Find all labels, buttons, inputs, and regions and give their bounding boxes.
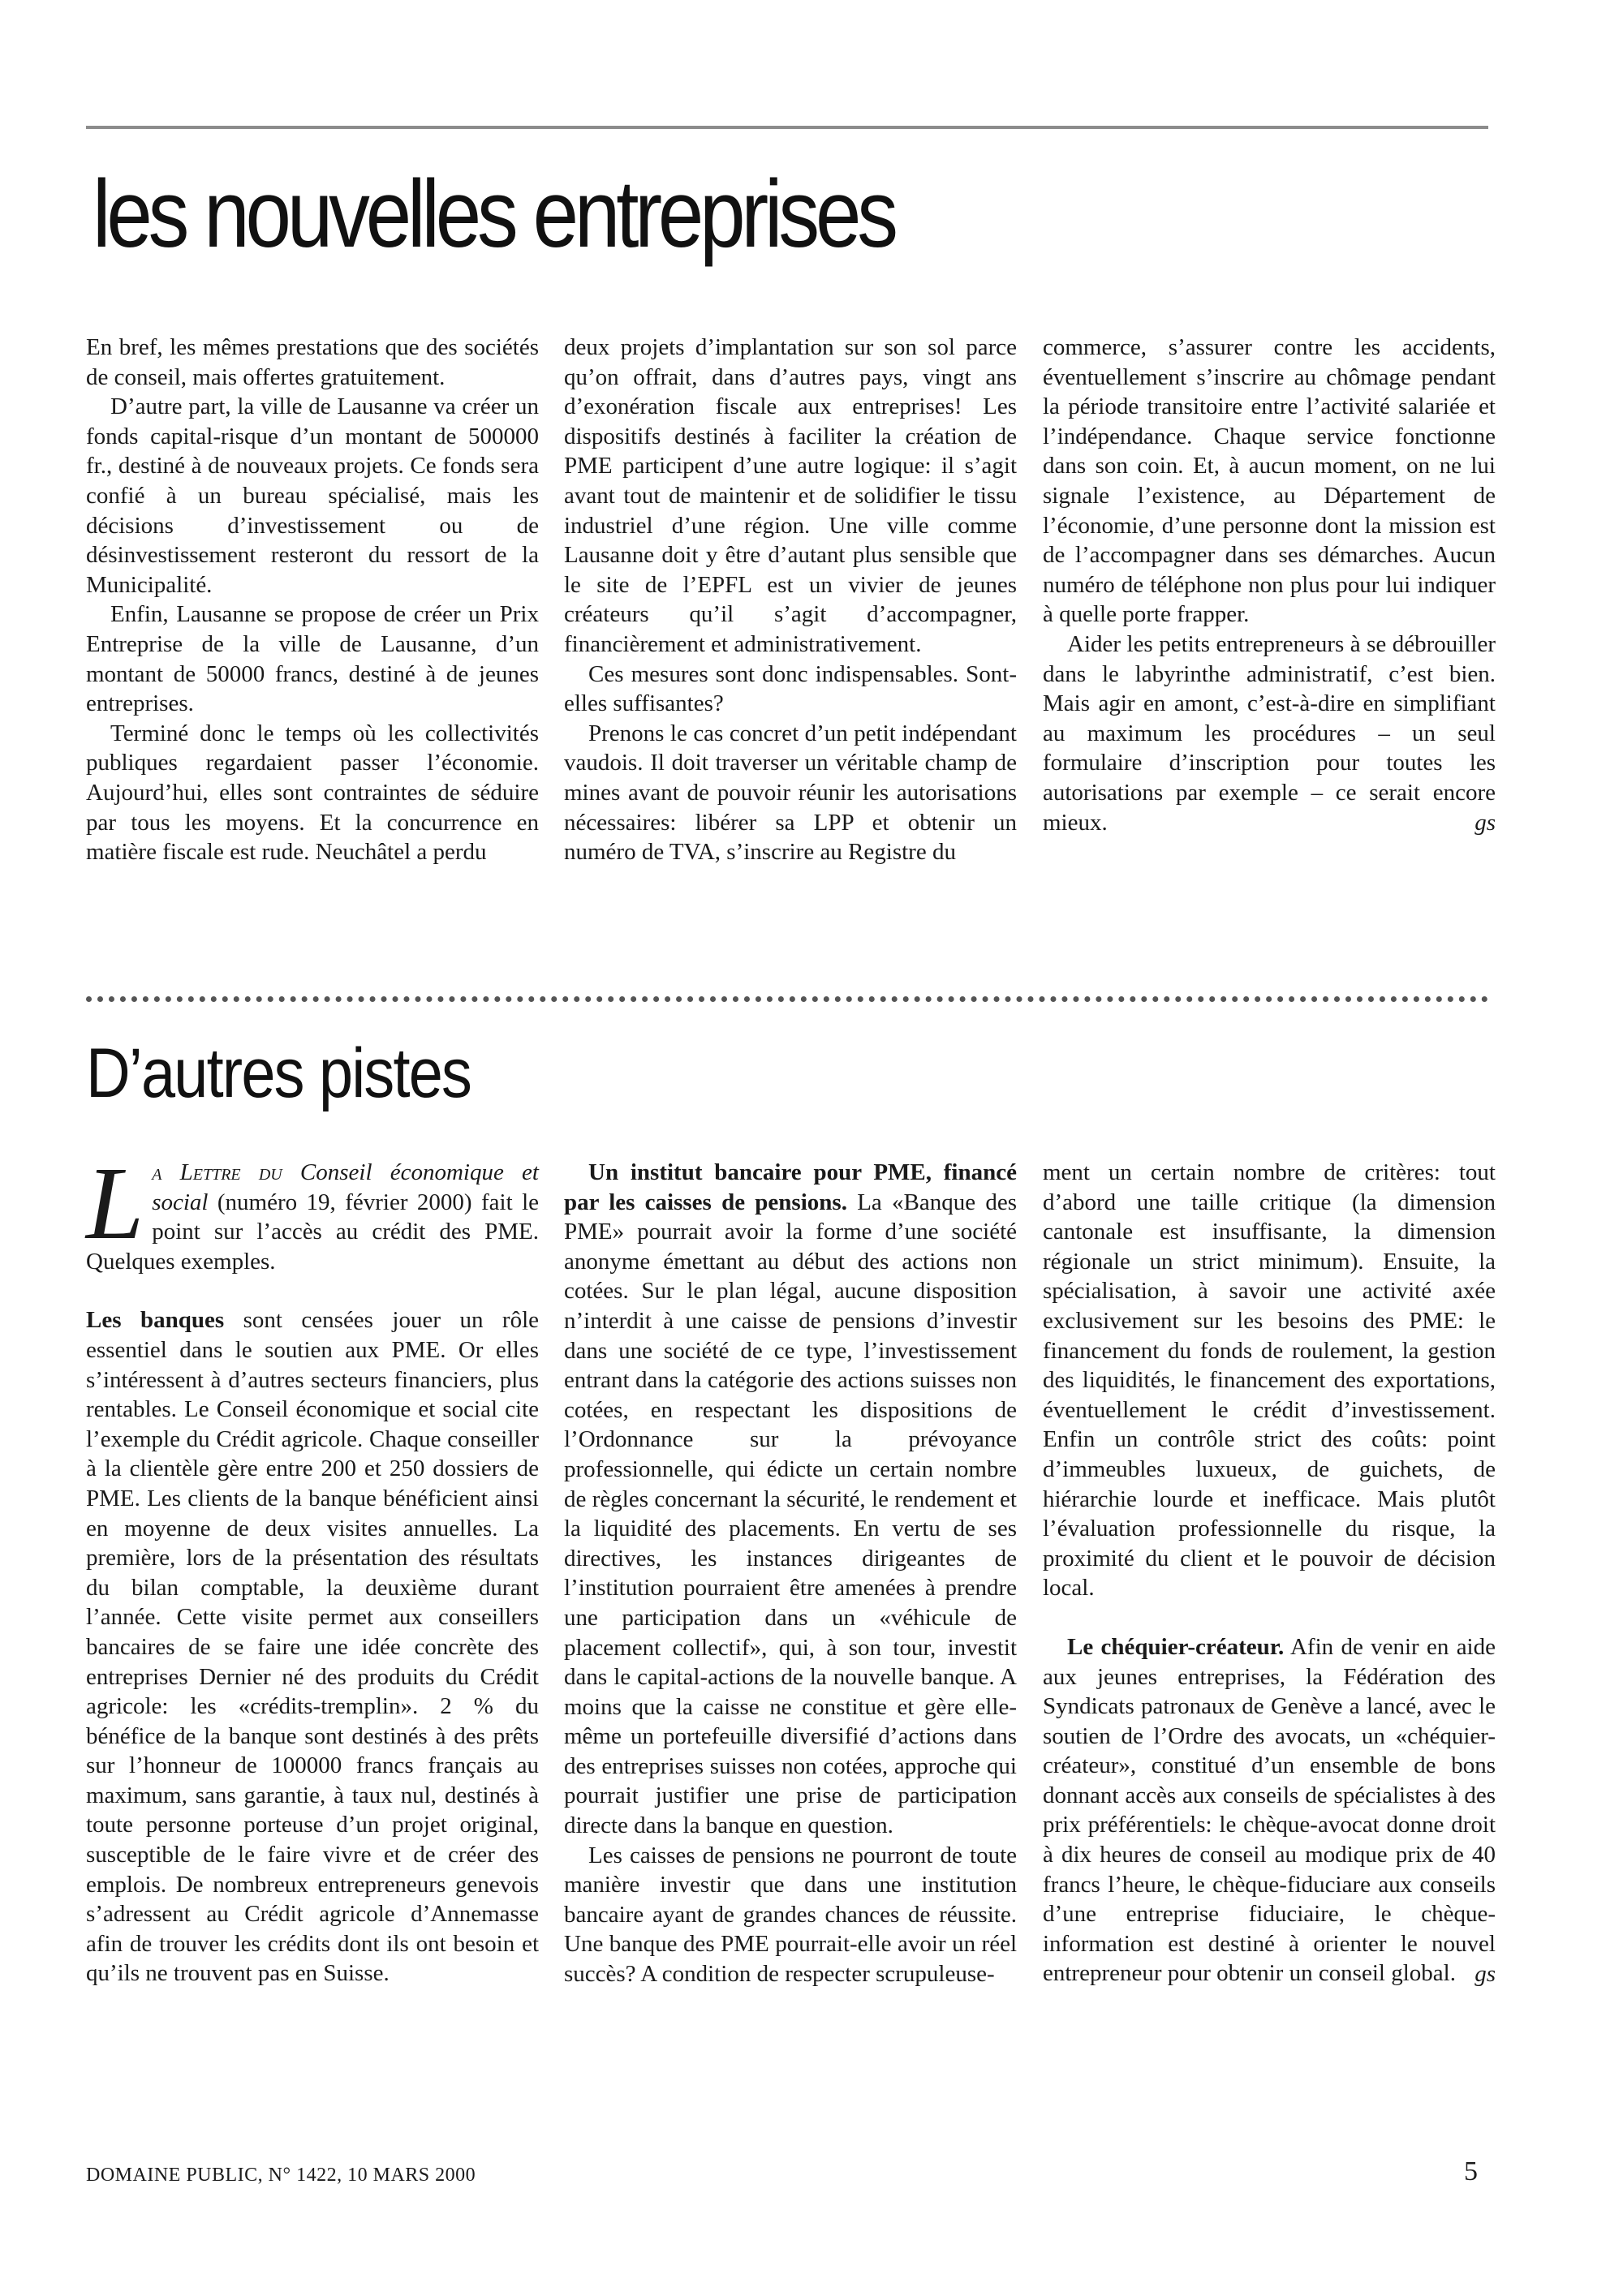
section2-column-1 xyxy=(86,1146,540,1989)
section2-column-3 xyxy=(1043,1158,1496,1989)
section2-title: D’autres pistes xyxy=(86,1034,471,1112)
dotted-divider xyxy=(86,996,1488,1002)
author-signature: gs xyxy=(1474,1961,1496,1988)
section1-column-2 xyxy=(564,333,1017,867)
paragraph: Aider les petits entrepreneurs à se débrouiller dans le labyrinthe administratif, c’est bien. Mais agir en amont, c’est-à-dire en simplifiant au maximum les procédures – un seul formulaire d’inscription pour toutes les autorisations par exemple – ce serait encore mieux. xyxy=(1043,630,1496,836)
top-rule xyxy=(86,126,1488,129)
paragraph: Les caisses de pensions ne pourront de toute manière investir que dans une institution bancaire ayant de grandes chances de réussite. Une banque des PME pourrait-elle avoir un réel succès? A condition de respecter scrupuleuse- xyxy=(564,1842,1017,1988)
section1-column-1 xyxy=(86,333,539,867)
lead-in-bold: Un institut bancaire pour PME, financé par les caisses de pensions. xyxy=(564,1159,1017,1215)
paragraph-text: sont censées jouer un rôle essentiel dans le soutien aux PME. Or elles s’intéressent à d’autres secteurs financiers, plus rentables. Le Conseil économique et social cite l’exemple du Crédit agricole. Chaque conseiller à la clientèle gère entre 200 et 250 dossiers de PME. Les clients de la banque bénéficient ainsi en moyenne de deux visites annuelles. La première, lors de la présentation des résultats du bilan comptable, la deuxième durant l’année. Cette visite permet aux conseillers bancaires de se faire une idée concrète des entreprises Dernier né des produits du Crédit agricole: les «crédits-tremplin». 2 % du bénéfice de la banque sont destinés à des prêts sur l’honneur de 100000 francs français au maximum, sans garantie, à taux nul, destinés à toute personne porteuse d’un projet original, susceptible de le faire vivre et de créer des emplois. De nombreux entrepreneurs genevois s’adressent au Crédit agricole d’Annemasse afin de trouver les crédits dont ils ont besoin et qu’ils ne trouvent pas en Suisse. xyxy=(86,1307,540,1987)
paragraph xyxy=(86,1305,539,1989)
intro-publication: Conseil économique et social xyxy=(152,1159,539,1215)
intro-text: (numéro 19, février 2000) fait le point sur l’accès au crédit des PME. Quelques exemples. xyxy=(86,1189,539,1275)
paragraph: Terminé donc le temps où les collectivités publiques regardaient passer l’économie. Aujourd’hui, elles sont contraintes de séduire par tous les moyens. Et la concurrence en matière fiscale est rude. Neuchâtel a perdu xyxy=(86,720,539,866)
paragraph xyxy=(1043,1632,1496,1989)
footer-publication: DOMAINE PUBLIC, N° 1422, 10 MARS 2000 xyxy=(86,2165,476,2186)
paragraph-text: Afin de venir en aide aux jeunes entreprises, la Fédération des Syndicats patronaux de Genève a lancé, avec le soutien de l’Ordre des avocats, un «chéquier-créateur», constitué d’un ensemble de bons donnant accès aux conseils de spécialistes à des prix préférentiels: le chèque-avocat donne droit à dix heures de conseil au modique prix de 40 francs l’heure, le chèque-fiduciare aux conseils d’une entreprise fiduciaire, le chèque-information est destiné à orienter le nouvel entrepreneur pour obtenir un conseil global. xyxy=(1043,1633,1496,1987)
lead-in-bold: Le chéquier-créateur. xyxy=(1067,1633,1285,1660)
paragraph: Ces mesures sont donc indispensables. Sont-elles suffisantes? xyxy=(564,660,1017,717)
paragraph: Prenons le cas concret d’un petit indépendant vaudois. Il doit traverser un véritable champ de mines avant de pouvoir réunir les autorisations nécessaires: libérer sa LPP et obtenir un numéro de TVA, s’inscrire au Registre du xyxy=(564,720,1017,866)
intro-paragraph xyxy=(86,1146,539,1276)
paragraph: ment un certain nombre de critères: tout d’abord une taille critique (la dimension cantonale est insuffisante, la dimension régionale un strict minimum). Ensuite, la spécialisation, à savoir une activité axée exclusivement sur les besoins des PME: le financement du fonds de roulement, la gestion des liquidités, le financement des exportations, éventuellement le crédit d’investissement. Enfin un contrôle strict des coûts: point d’immeubles luxueux, de guichets, de hiérarchie lourde et inefficace. Mais plutôt l’évaluation professionnelle du risque, la proximité du client et le pouvoir de décision local. xyxy=(1043,1159,1496,1602)
paragraph: En bref, les mêmes prestations que des sociétés de conseil, mais offertes gratuitement. xyxy=(86,334,539,390)
paragraph: deux projets d’implantation sur son sol parce qu’on offrait, dans d’autres pays, vingt ans d’exonération fiscale aux entreprises! Les dispositifs destinés à faciliter la création de PME participent d’une autre logique: il s’agit avant tout de maintenir et de solidifier le tissu industriel d’une région. Une ville comme Lausanne doit y être d’autant plus sensible que le site de l’EPFL est un vivier de jeunes créateurs qu’il s’agit d’accompagner, financièrement et administrativement. xyxy=(564,334,1017,657)
section1-column-3 xyxy=(1043,333,1496,838)
intro-smallcaps: a Lettre du xyxy=(152,1159,282,1185)
paragraph-text: La «Banque des PME» pourrait avoir la forme d’une société anonyme émettant au début des actions non cotées. Sur le plan légal, aucune disposition n’interdit à une caisse de pensions d’investir dans une société de ce type, l’investissement entrant dans la catégorie des actions suisses non cotées, en respectant les dispositions de l’Ordonnance sur la prévoyance professionnelle, qui édicte un certain nombre de règles concernant la sécurité, le rendement et la liquidité des placements. En vertu de ses directives, les instances dirigeantes de l’institution pourraient être amenées à prendre une participation dans un «véhicule de placement collectif», qui, à son tour, investit dans le capital-actions de la nouvelle banque. A moins que la caisse ne constitue et gère elle-même un portefeuille diversifié d’actions dans des entreprises suisses non cotées, approche qui pourrait justifier une prise de participation directe dans la banque en question. xyxy=(564,1189,1018,1839)
section2-column-2 xyxy=(564,1158,1017,1989)
paragraph xyxy=(564,1158,1017,1841)
section1-title: les nouvelles entreprises xyxy=(93,161,894,268)
lead-in-bold: Les banques xyxy=(86,1307,225,1334)
paragraph: commerce, s’assurer contre les accidents, éventuellement s’inscrire au chômage pendant la période transitoire entre l’activité salariée et l’indépendance. Chaque service fonctionne dans son coin. Et, à aucun moment, on ne lui signale l’existence, au Département de l’économie, d’une personne dont la mission est de l’accompagner dans ses démarches. Aucun numéro de téléphone non plus pour lui indiquer à quelle porte frapper. xyxy=(1043,334,1496,628)
author-signature: gs xyxy=(1474,810,1496,836)
page-number: 5 xyxy=(1464,2156,1478,2186)
paragraph: Enfin, Lausanne se propose de créer un Prix Entreprise de la ville de Lausanne, d’un montant de 50000 francs, destiné à de jeunes entreprises. xyxy=(86,601,539,717)
paragraph: D’autre part, la ville de Lausanne va créer un fonds capital-risque d’un montant de 500000 fr., destiné à de nouveaux projets. Ce fonds sera confié à un bureau spécialisé, mais les décisions d’investissement ou de désinvestissement resteront du ressort de la Municipalité. xyxy=(86,393,539,598)
drop-cap: L xyxy=(86,1146,144,1261)
